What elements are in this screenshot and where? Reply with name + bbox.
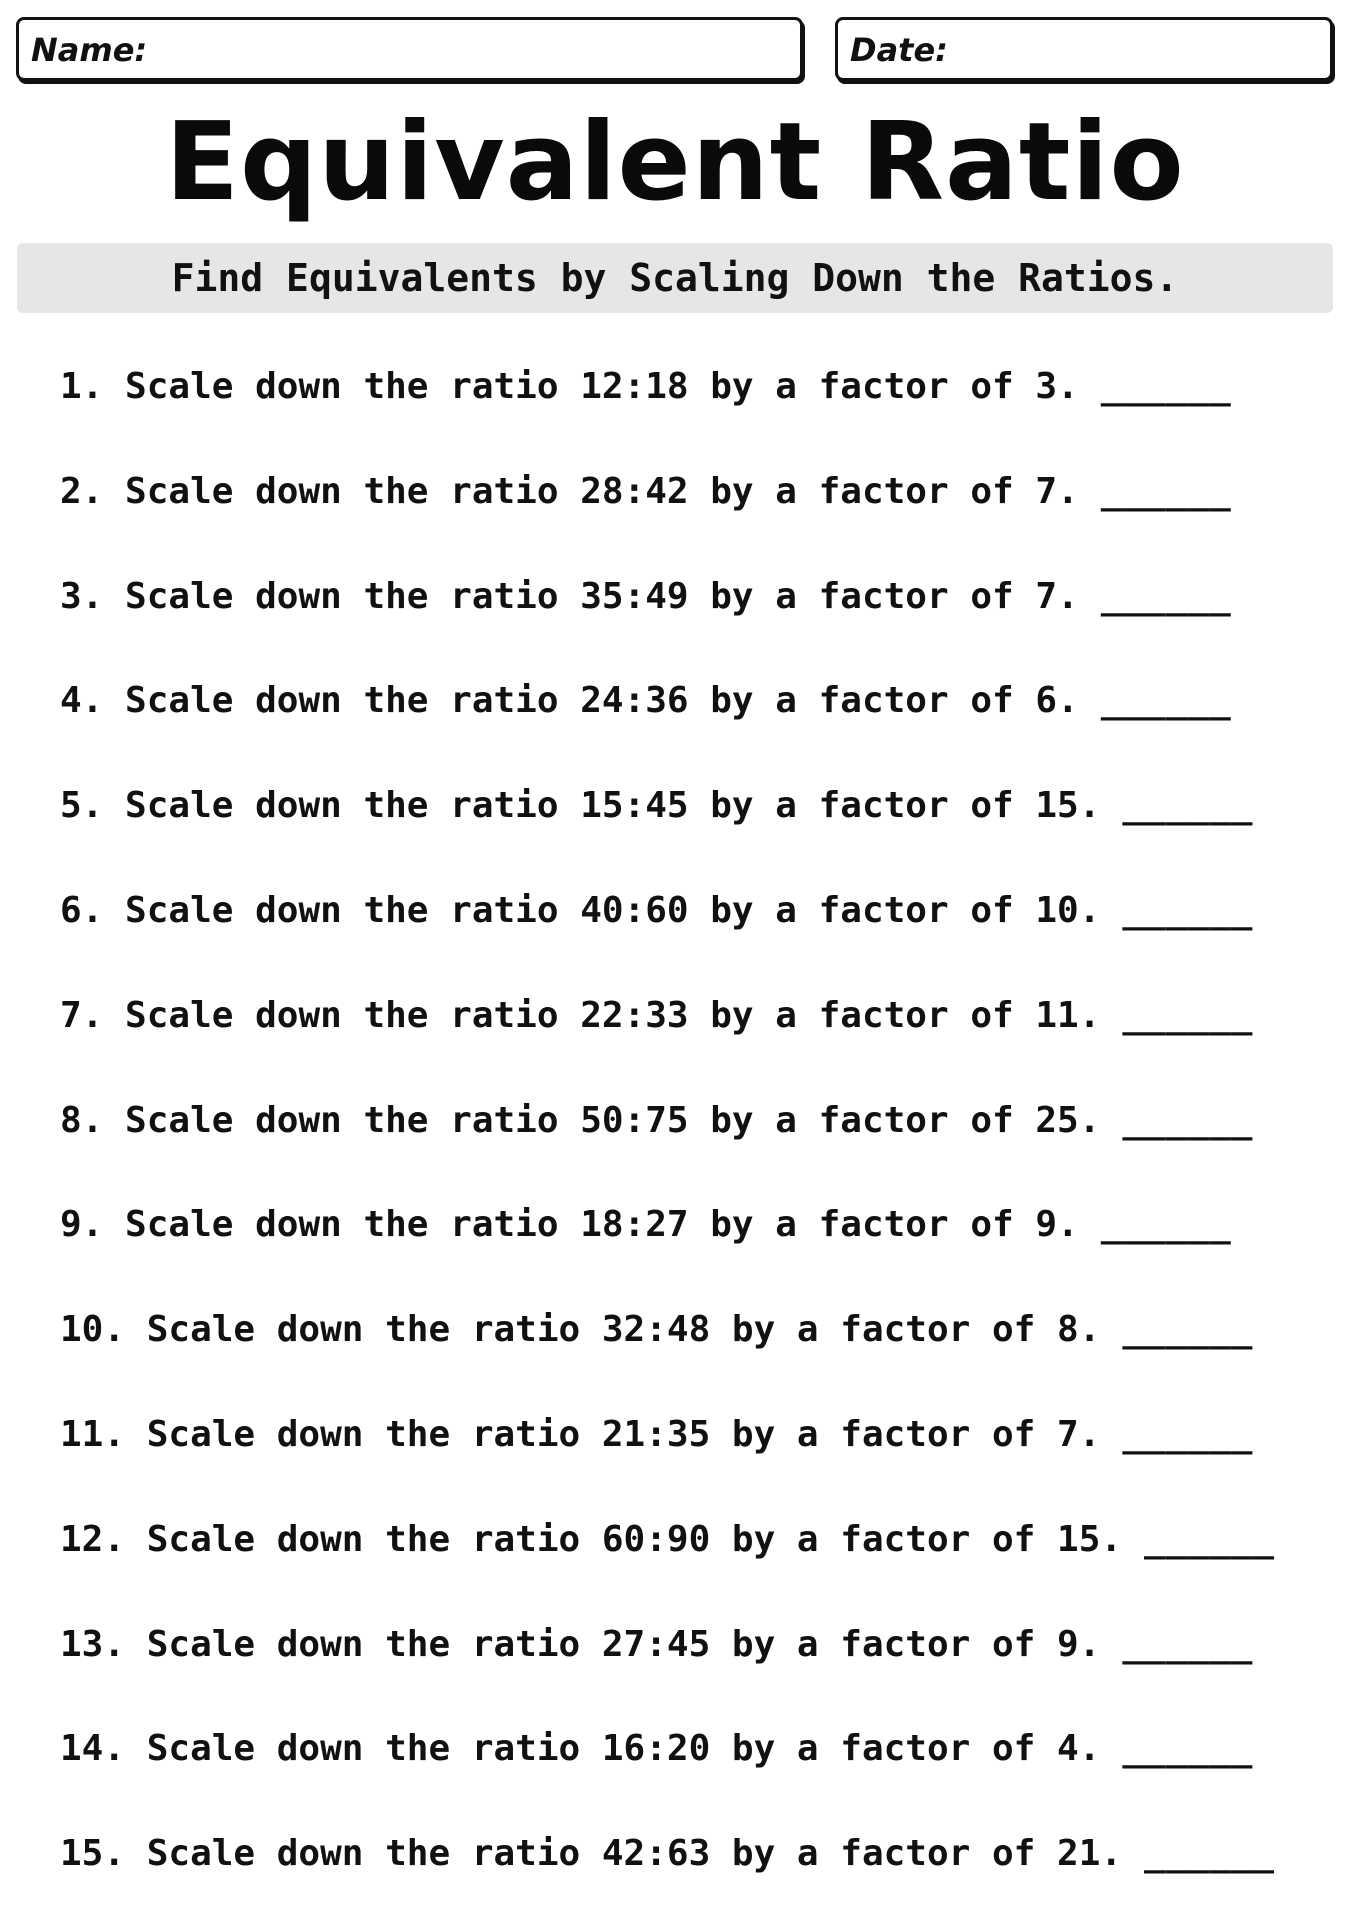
question-text: Scale down the ratio 16:20 by a factor of 4.	[146, 1728, 1101, 1770]
question-item	[60, 666, 1330, 771]
question-item	[60, 1714, 1330, 1819]
question-item	[60, 1505, 1330, 1610]
question-text: Scale down the ratio 15:45 by a factor of 15.	[125, 785, 1101, 827]
question-number: 7.	[60, 994, 104, 1036]
question-number: 15.	[60, 1833, 126, 1875]
name-field[interactable]	[16, 17, 803, 81]
question-number: 1.	[60, 366, 104, 407]
question-text: Scale down the ratio 35:49 by a factor of 7.	[125, 575, 1079, 617]
question-text: Scale down the ratio 18:27 by a factor of 9.	[125, 1204, 1079, 1246]
question-item	[60, 771, 1330, 876]
question-item	[60, 457, 1330, 562]
question-number: 4.	[60, 680, 104, 722]
question-item	[60, 1295, 1330, 1400]
answer-blank[interactable]: ______	[1100, 366, 1231, 407]
question-item	[60, 1086, 1330, 1191]
question-item	[60, 352, 1330, 457]
question-text: Scale down the ratio 12:18 by a factor of 3.	[125, 366, 1079, 407]
answer-blank[interactable]: ______	[1122, 1413, 1253, 1455]
question-text: Scale down the ratio 50:75 by a factor of 25.	[125, 1099, 1101, 1141]
instructions-banner: Find Equivalents by Scaling Down the Ratios.	[17, 243, 1333, 313]
question-text: Scale down the ratio 60:90 by a factor of 15.	[146, 1518, 1123, 1560]
answer-blank[interactable]: ______	[1122, 1728, 1253, 1770]
question-number: 12.	[60, 1518, 126, 1560]
question-number: 3.	[60, 575, 104, 617]
question-text: Scale down the ratio 21:35 by a factor of 7.	[146, 1413, 1101, 1455]
question-item	[60, 876, 1330, 981]
question-number: 11.	[60, 1413, 126, 1455]
question-item	[60, 1400, 1330, 1505]
question-number: 13.	[60, 1623, 126, 1665]
date-label: Date:	[850, 31, 948, 69]
question-number: 5.	[60, 785, 104, 827]
answer-blank[interactable]: ______	[1144, 1833, 1275, 1875]
answer-blank[interactable]: ______	[1122, 994, 1253, 1036]
answer-blank[interactable]: ______	[1100, 1204, 1231, 1246]
answer-blank[interactable]: ______	[1122, 785, 1253, 827]
question-number: 2.	[60, 470, 104, 512]
question-text: Scale down the ratio 28:42 by a factor of 7.	[125, 470, 1079, 512]
answer-blank[interactable]: ______	[1100, 680, 1231, 722]
question-text: Scale down the ratio 24:36 by a factor of 6.	[125, 680, 1079, 722]
answer-blank[interactable]: ______	[1122, 1309, 1253, 1351]
question-item	[60, 562, 1330, 667]
date-field[interactable]	[835, 17, 1333, 81]
question-number: 6.	[60, 889, 104, 931]
answer-blank[interactable]: ______	[1100, 470, 1231, 512]
question-text: Scale down the ratio 27:45 by a factor of 9.	[146, 1623, 1101, 1665]
question-item	[60, 981, 1330, 1086]
question-text: Scale down the ratio 22:33 by a factor of 11.	[125, 994, 1101, 1036]
name-label: Name:	[31, 31, 148, 69]
question-list	[60, 352, 1330, 1924]
question-text: Scale down the ratio 32:48 by a factor of 8.	[146, 1309, 1101, 1351]
answer-blank[interactable]: ______	[1144, 1518, 1275, 1560]
question-text: Scale down the ratio 40:60 by a factor of 10.	[125, 889, 1101, 931]
answer-blank[interactable]: ______	[1122, 1099, 1253, 1141]
question-number: 14.	[60, 1728, 126, 1770]
question-number: 9.	[60, 1204, 104, 1246]
question-item	[60, 1610, 1330, 1715]
worksheet-title: Equivalent Ratio	[165, 100, 1185, 225]
question-item	[60, 1190, 1330, 1295]
question-number: 10.	[60, 1309, 126, 1351]
question-number: 8.	[60, 1099, 104, 1141]
answer-blank[interactable]: ______	[1122, 889, 1253, 931]
question-item	[60, 1819, 1330, 1924]
answer-blank[interactable]: ______	[1122, 1623, 1253, 1665]
answer-blank[interactable]: ______	[1100, 575, 1231, 617]
question-text: Scale down the ratio 42:63 by a factor of 21.	[146, 1833, 1123, 1875]
